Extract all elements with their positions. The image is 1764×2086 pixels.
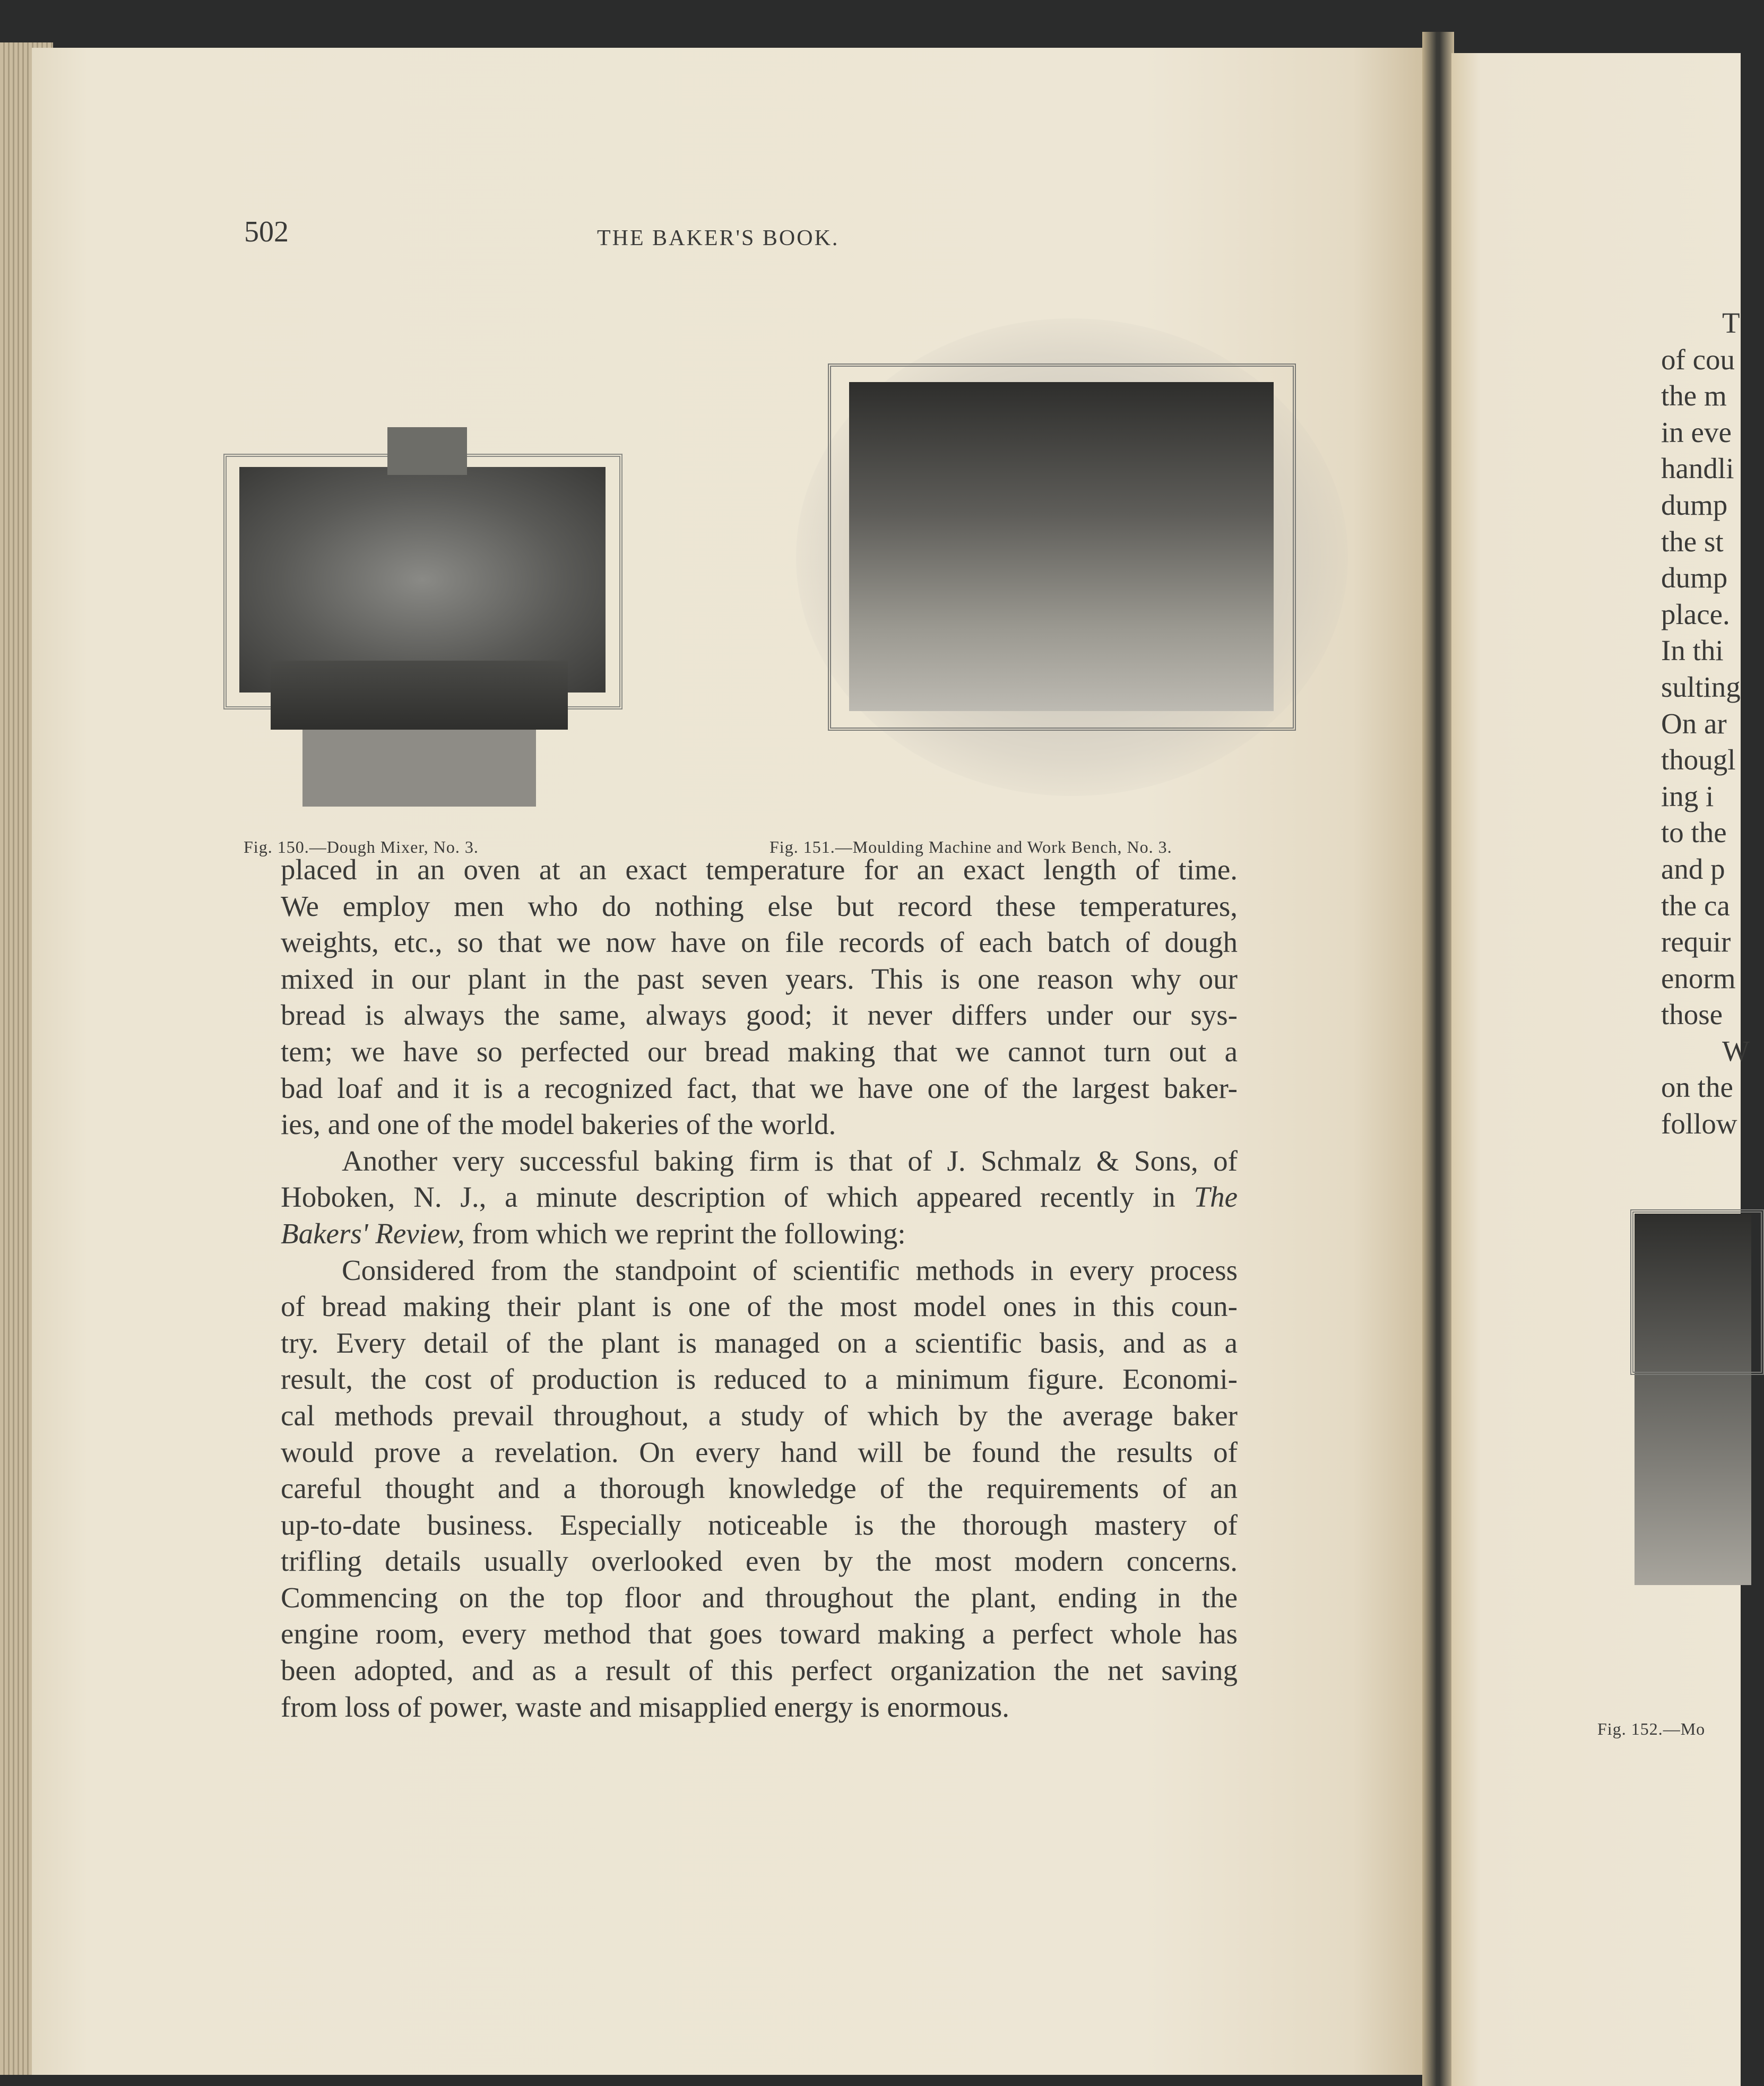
- figure-151-caption: Fig. 151.—Moulding Machine and Work Bench, No. 3.: [769, 837, 1172, 856]
- text-line: bread is always the same, always good; it never differs under our sys-: [281, 999, 1238, 1032]
- figure-152: [1635, 1214, 1751, 1585]
- italic-title: Bakers' Review,: [281, 1217, 465, 1250]
- text-line: weights, etc., so that we now have on file records of each batch of dough: [281, 926, 1238, 959]
- text-line: ing i: [1661, 780, 1714, 812]
- text-line: bad loaf and it is a recognized fact, that we have one of the largest baker-: [281, 1071, 1238, 1104]
- running-head: THE BAKER'S BOOK.: [597, 226, 840, 250]
- text-line: tem; we have so perfected our bread making that we cannot turn out a: [281, 1035, 1238, 1068]
- text-line: to the: [1661, 816, 1727, 849]
- text-line: sulting: [1661, 670, 1741, 703]
- text-line: W: [1722, 1034, 1750, 1067]
- text-line: thougl: [1661, 743, 1736, 776]
- text-line: and p: [1661, 852, 1725, 885]
- text-line: dump: [1661, 561, 1728, 594]
- text-line: ies, and one of the model bakeries of the world.: [281, 1108, 836, 1141]
- figure-dough-mixer: [239, 467, 606, 693]
- text-line: up-to-date business. Especially noticeable is the thorough mastery of: [281, 1508, 1238, 1541]
- text-line: requir: [1661, 925, 1731, 958]
- text-span: from which we reprint the following:: [472, 1217, 906, 1250]
- text-line: of bread making their plant is one of the most model ones in this coun-: [281, 1290, 1238, 1323]
- dough-mixer-trough: [271, 661, 568, 730]
- text-line: from loss of power, waste and misapplied energy is enormous.: [281, 1690, 1010, 1723]
- text-line: In thi: [1661, 634, 1724, 667]
- text-line: in eve: [1661, 416, 1732, 448]
- text-line: On ar: [1661, 707, 1727, 740]
- text-line: the st: [1661, 525, 1724, 558]
- text-line: [281, 1179, 1238, 1216]
- figure-150-caption: Fig. 150.—Dough Mixer, No. 3.: [244, 837, 479, 856]
- right-page-text: [1661, 305, 1750, 1142]
- text-line: try. Every detail of the plant is managed on a scientific basis, and as a: [281, 1326, 1238, 1359]
- text-line: of cou: [1661, 343, 1735, 376]
- text-line: enorm: [1661, 962, 1736, 994]
- text-line: follow: [1661, 1107, 1737, 1140]
- text-line: T: [1722, 307, 1740, 339]
- text-span: Hoboken, N. J., a minute description of which appeared recently in: [281, 1181, 1175, 1214]
- text-line: on the: [1661, 1071, 1733, 1104]
- text-line: mixed in our plant in the past seven years. This is one reason why our: [281, 962, 1238, 995]
- text-line: the m: [1661, 379, 1727, 412]
- text-line: cal methods prevail throughout, a study of which by the average baker: [281, 1399, 1238, 1432]
- italic-title: The: [1194, 1181, 1238, 1214]
- text-line: those: [1661, 998, 1723, 1031]
- text-line: placed in an oven at an exact temperature for an exact length of time.: [281, 853, 1238, 886]
- text-line: [281, 1216, 1238, 1252]
- text-line: the ca: [1661, 889, 1730, 922]
- body-text: [281, 852, 1238, 1725]
- text-line: careful thought and a thorough knowledge of the requirements of an: [281, 1472, 1238, 1505]
- text-line: Another very successful baking firm is that of J. Schmalz & Sons, of: [342, 1144, 1238, 1177]
- figure-152-caption: Fig. 152.—Mo: [1597, 1719, 1706, 1738]
- text-line: Commencing on the top floor and throughout the plant, ending in the: [281, 1581, 1238, 1614]
- text-line: Considered from the standpoint of scientific methods in every process: [342, 1253, 1238, 1286]
- text-line: place.: [1661, 598, 1730, 630]
- text-line: We employ men who do nothing else but record these temperatures,: [281, 889, 1238, 922]
- text-line: would prove a revelation. On every hand will be found the results of: [281, 1435, 1238, 1468]
- dough-mixer-hopper: [387, 427, 467, 475]
- page-number: 502: [244, 215, 289, 248]
- book-gutter: [1422, 32, 1454, 2086]
- text-line: result, the cost of production is reduced to a minimum figure. Economi-: [281, 1363, 1238, 1396]
- text-line: been adopted, and as a result of this perfect organization the net saving: [281, 1654, 1238, 1687]
- text-line: handli: [1661, 452, 1734, 485]
- text-line: trifling details usually overlooked even by the most modern concerns.: [281, 1545, 1238, 1578]
- figure-moulding-machine: [849, 382, 1274, 711]
- text-line: engine room, every method that goes toward making a perfect whole has: [281, 1617, 1238, 1650]
- dough-mixer-base: [302, 730, 536, 807]
- text-line: dump: [1661, 488, 1728, 521]
